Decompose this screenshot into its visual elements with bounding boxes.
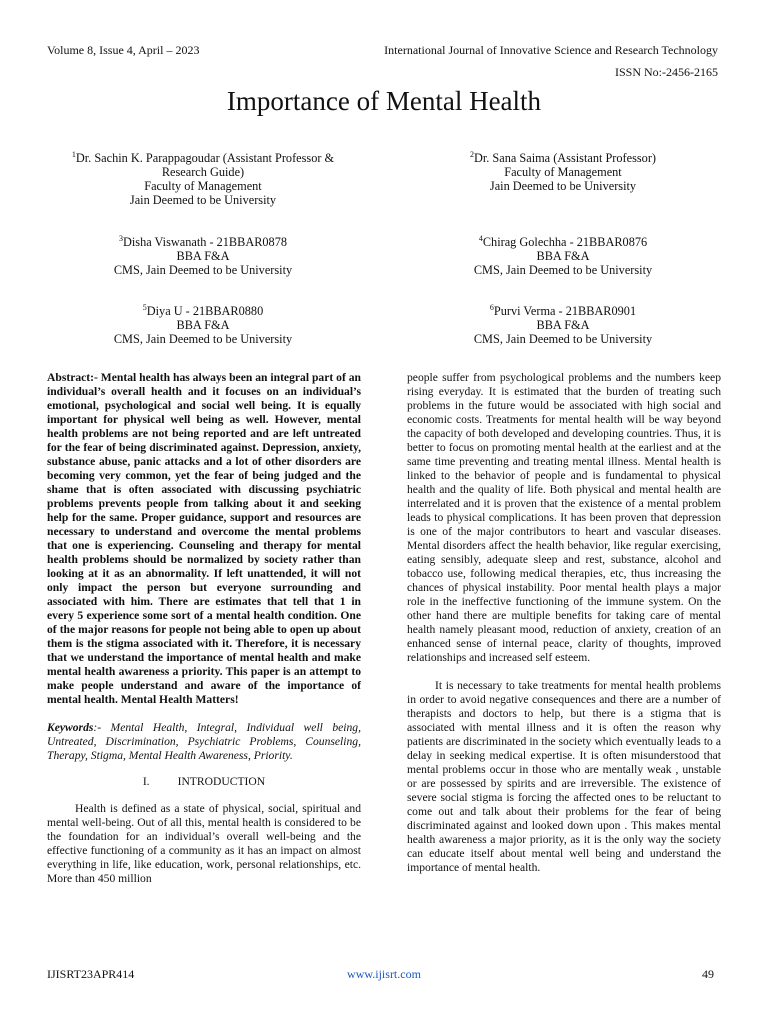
right-column: [407, 371, 721, 875]
section-title: INTRODUCTION: [177, 775, 266, 788]
paper-title: Importance of Mental Health: [226, 86, 542, 116]
author-name-line: $^2$Dr. Sana Saima (Assistant Professor): [469, 150, 657, 166]
volume-info: Volume 8, Issue 4, April – 2023: [47, 43, 200, 57]
keywords-text: :- Mental Health, Integral, Individual well being, Untreated, Discrimination, Psychiatric Problems, Counseling, Therapy, Stigma, Mental Health Awareness, Priority.: [47, 721, 361, 762]
abstract: Abstract:- Mental health has always been an integral part of an individual’s overall health and it focuses on an individual’s emotional, psychological and social well being. It is equally important for physical well being as well. However, mental health problems are not being reported and are left untreated for the fear of being discriminated against. Depression, anxiety, substance abuse, panic attacks and a lot of other disorders are becoming very common, yet the fear of being judged and the shame that is often associated with discussing psychiatric problems prevents people from talking about it and seeking help for the same. Proper guidance, support and resources are necessary to understand and overcome the mental problems that one is experiencing. Counseling and therapy for mental health problems should be normalized by society rather than looking at it as an abnormality. If left unattended, it will not only impact the person but everyone surrounding and associated with him. There are estimates that tell that 1 in every 5 experience some sort of a mental health condition. One of the major reasons for people not being able to open up about them is the stigma associated with it. Therefore, it is necessary that we understand the importance of mental health and make mental health awareness a priority. This paper is an attempt to make people understand and aware of the importance of mental health. Mental Health Matters!: [47, 371, 361, 706]
author-line: Jain Deemed to be University: [489, 179, 637, 194]
section-number: I.: [142, 775, 150, 788]
author-line: CMS, Jain Deemed to be University: [473, 332, 653, 347]
author-line: CMS, Jain Deemed to be University: [113, 263, 293, 278]
section-heading: [47, 775, 361, 789]
journal-name: International Journal of Innovative Science and Research Technology: [384, 43, 718, 57]
keywords: [47, 721, 361, 763]
author-line: Jain Deemed to be University: [129, 193, 277, 208]
author-block-5: [53, 301, 353, 346]
issn: ISSN No:-2456-2165: [614, 65, 718, 79]
author-line: CMS, Jain Deemed to be University: [113, 332, 293, 347]
body-paragraph-1: people suffer from psychological problems and the numbers keep rising everyday. It is estimated that the burden of treating such problems in the future would be associated with high social and economic costs. Treatments for mental health will be way beyond the capacity of both developed and developing countries. Thus, it is better to focus on promoting mental health at the earliest and at the same time preventing and treating mental illness. Mental health is linked to the behavior of people and is fundamental to physical health and the quality of life. Both physical and mental health are interrelated and it is proven that the existence of a mental problem leads to physical complications. It has been proven that depression is one of the major contributors to heart and vascular diseases. Mental disorders affect the health behavior, like regular exercising, eating sensibly, adequate sleep and rest, substance, alcohol and tobacco use, following medical therapies, etc, thus increasing the chances of physical instability. Poor mental health plays a major role in the ineffective functioning of the immune system. On the other hand there are multiple benefits for taking care of mental health namely pleasant mood, reduction of anxiety, creation of an enhanced sense of internal peace, clarity of thoughts, improved relationships and increased self esteem.: [407, 371, 721, 664]
author-line: Research Guide): [161, 165, 245, 180]
author-line: Faculty of Management: [144, 179, 262, 194]
author-line: BBA F&A: [536, 249, 590, 264]
journal-website-link[interactable]: www.ijisrt.com: [347, 967, 421, 981]
author-block-1: [53, 148, 353, 207]
author-block-2: [413, 148, 713, 193]
author-name-line: $^3$Disha Viswanath - 21BBAR0878: [118, 234, 287, 250]
paper-id: IJISRT23APR414: [47, 967, 135, 981]
page-number: 49: [702, 967, 714, 981]
author-block-3: [53, 232, 353, 277]
keywords-label: Keywords: [47, 721, 94, 734]
author-name-line: $^6$Purvi Verma - 21BBAR0901: [489, 303, 637, 319]
author-line: Faculty of Management: [504, 165, 622, 180]
author-line: BBA F&A: [536, 318, 590, 333]
author-name-line: $^5$Diya U - 21BBAR0880: [142, 303, 264, 319]
author-block-4: [413, 232, 713, 277]
author-name-line: $^4$Chirag Golechha - 21BBAR0876: [478, 234, 648, 250]
author-name-line: $^1$Dr. Sachin K. Parappagoudar (Assistant Professor &: [71, 150, 335, 166]
author-line: BBA F&A: [176, 249, 230, 264]
body-paragraph-2: It is necessary to take treatments for mental health problems in order to avoid negative consequences and there are a number of therapists and doctors to help, but there is a stigma that is associated with mental illness and it is often the reason why patients are discriminated in the society which eventually leads to a delay in seeking medical expertise. It is often misunderstood that mental problems occur in those who are mentally weak , unstable or are possessed by spirits and are irreversible. The existence of severe social stigma is forcing the affected ones to be reluctant to come out and talk about their problems for the fear of being discriminated against and looked down upon . This makes mental health awareness a major priority, as it is the only way the society can educate itself about mental well being and understand the importance of mental health.: [407, 679, 721, 874]
left-column: [47, 371, 361, 886]
author-line: CMS, Jain Deemed to be University: [473, 263, 653, 278]
author-line: BBA F&A: [176, 318, 230, 333]
author-block-6: [413, 301, 713, 346]
intro-paragraph: Health is defined as a state of physical, social, spiritual and mental well-being. Out of all this, mental health is considered to be the foundation for an individual’s overall well-being and the effective functioning of a community as it has an impact on almost everything in life, like education, work, personal relationships, etc. More than 450 million: [47, 802, 361, 885]
